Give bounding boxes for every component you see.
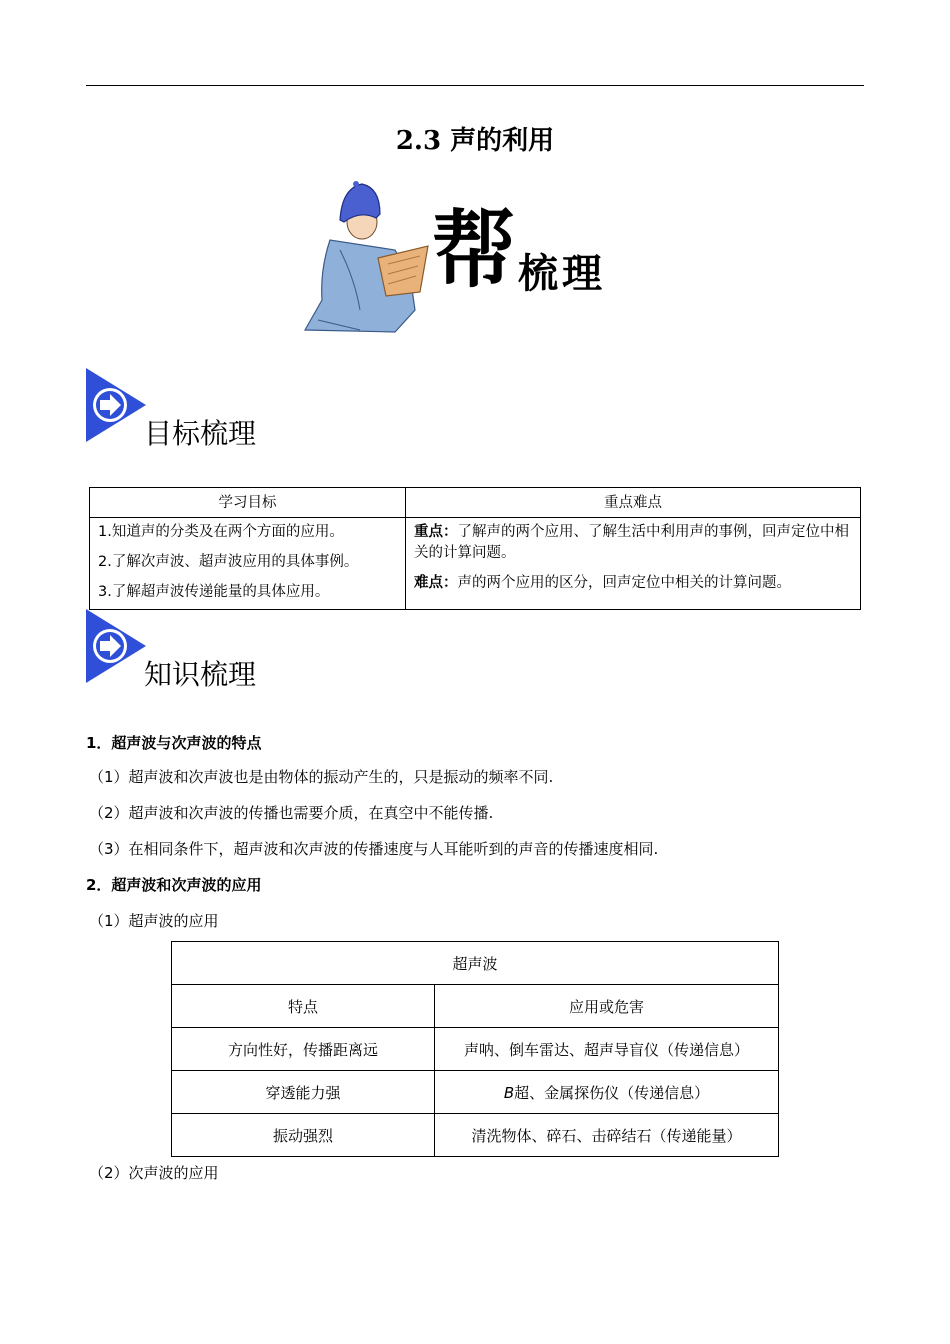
section-knowledge-heading [86,609,386,689]
objective-item: 1.知道声的分类及在两个方面的应用。 [98,524,344,540]
key-label: 重点： [414,524,458,540]
section-goals-heading [86,368,386,448]
difficulty-point [414,573,852,594]
section-goals-title: 目标梳理 [144,417,257,450]
knowledge-subheading: （2）次声波的应用 [89,1164,219,1182]
ultrasound-header-application: 应用或危害 [435,985,779,1028]
application-text: 超、金属探伤仪（传递信息） [514,1083,710,1102]
arrow-right-icon [86,368,146,442]
application-cell: 声呐、倒车雷达、超声导盲仪（传递信息） [435,1028,779,1071]
banner-illustration [300,180,630,340]
table-row [172,1071,779,1114]
ultrasound-table-title: 超声波 [172,942,779,985]
knowledge-heading-2: 2．超声波和次声波的应用 [86,876,262,894]
knowledge-heading-1: 1．超声波与次声波的特点 [86,734,262,752]
keypoints-cell [406,518,861,610]
difficulty-text: 声的两个应用的区分，回声定位中相关的计算问题。 [457,575,791,591]
section-knowledge-title: 知识梳理 [144,658,257,691]
ultrasound-table [171,941,779,1157]
page-title: 2.3 声的利用 [395,126,555,156]
knowledge-point: （1）超声波和次声波也是由物体的振动产生的，只是振动的频率不同. [89,768,554,786]
application-cell [435,1071,779,1114]
key-point [414,522,852,564]
italic-prefix: B [503,1083,515,1102]
feature-cell: 振动强烈 [172,1114,435,1157]
banner-big-char: 帮 [432,200,517,299]
objectives-cell [90,518,406,610]
header-rule [86,85,864,86]
banner-text: 梳理 [518,250,606,297]
application-cell: 清洗物体、碎石、击碎结石（传递能量） [435,1114,779,1157]
key-text: 了解声的两个应用、了解生活中利用声的事例，回声定位中相关的计算问题。 [414,524,849,561]
knowledge-point: （2）超声波和次声波的传播也需要介质，在真空中不能传播. [89,804,494,822]
table-row [172,1114,779,1157]
objective-item: 3.了解超声波传递能量的具体应用。 [98,584,330,600]
goals-table [89,487,861,610]
objective-item: 2.了解次声波、超声波应用的具体事例。 [98,554,359,570]
ultrasound-header-feature: 特点 [172,985,435,1028]
arrow-right-icon [86,609,146,683]
goals-header-keypoints: 重点难点 [406,488,861,518]
table-row [172,1028,779,1071]
knowledge-point: （3）在相同条件下，超声波和次声波的传播速度与人耳能听到的声音的传播速度相同. [89,840,659,858]
difficulty-label: 难点： [414,575,458,591]
knowledge-subheading: （1）超声波的应用 [89,912,219,930]
goals-header-objectives: 学习目标 [90,488,406,518]
feature-cell: 方向性好，传播距离远 [172,1028,435,1071]
feature-cell: 穿透能力强 [172,1071,435,1114]
